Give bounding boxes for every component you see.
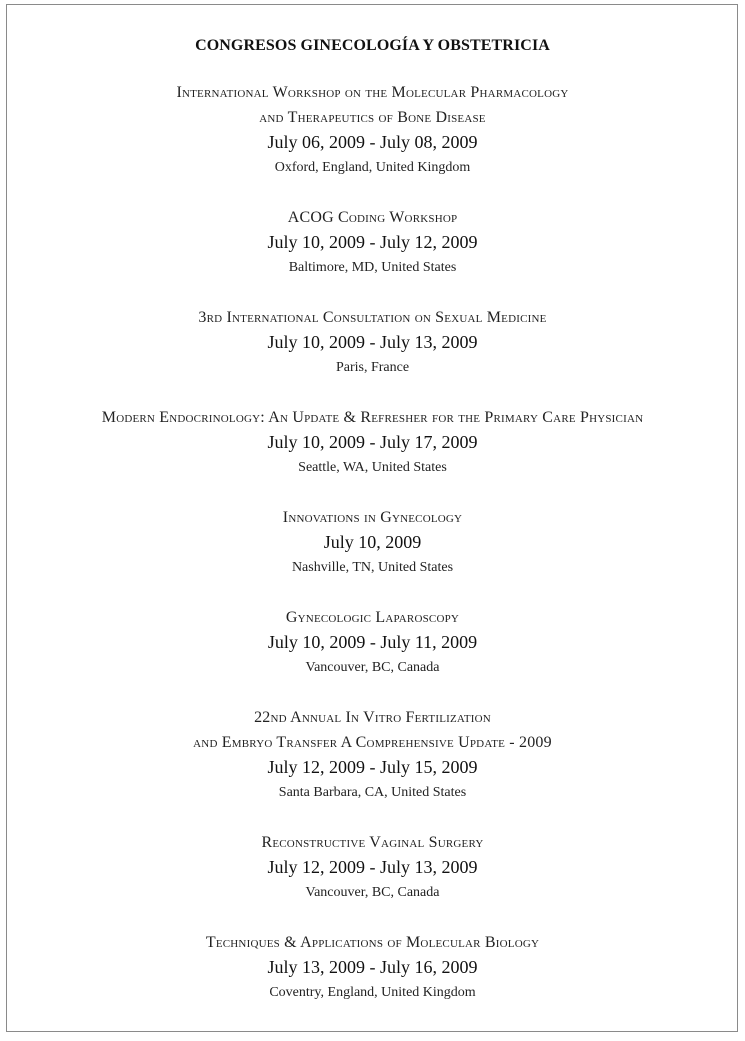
event-title: Innovations in Gynecology	[282, 509, 463, 526]
event-title: ACOG Coding Workshop	[287, 209, 458, 226]
event-dates: July 10, 2009 - July 13, 2009	[267, 332, 478, 352]
event-dates: July 10, 2009 - July 11, 2009	[267, 632, 478, 652]
event-title: Modern Endocrinology: An Update & Refresher for the Primary Care Physician	[101, 409, 644, 426]
event-title: 3rd International Consultation on Sexual Medicine	[198, 309, 547, 326]
event-item	[0, 305, 745, 381]
event-title: and Therapeutics of Bone Disease	[259, 109, 486, 126]
event-dates: July 10, 2009	[323, 532, 422, 552]
event-location: Baltimore, MD, United States	[288, 260, 457, 275]
event-title: International Workshop on the Molecular Pharmacology	[176, 84, 569, 101]
event-dates: July 10, 2009 - July 17, 2009	[267, 432, 478, 452]
event-title: 22nd Annual In Vitro Fertilization	[254, 709, 491, 726]
event-location: Nashville, TN, United States	[291, 560, 454, 575]
event-title: Gynecologic Laparoscopy	[285, 609, 460, 626]
event-dates: July 12, 2009 - July 13, 2009	[267, 857, 478, 877]
event-location: Oxford, England, United Kingdom	[274, 160, 471, 175]
event-dates: July 10, 2009 - July 12, 2009	[267, 232, 478, 252]
event-title: and Embryo Transfer A Comprehensive Update - 2009	[193, 734, 552, 751]
event-item	[0, 605, 745, 681]
event-item	[0, 930, 745, 1006]
event-dates: July 06, 2009 - July 08, 2009	[267, 132, 478, 152]
event-location: Paris, France	[335, 360, 410, 375]
event-item	[0, 505, 745, 581]
event-item	[0, 705, 745, 806]
event-title: Techniques & Applications of Molecular Biology	[205, 934, 540, 951]
event-title: Reconstructive Vaginal Surgery	[261, 834, 484, 851]
event-item	[0, 205, 745, 281]
event-location: Vancouver, BC, Canada	[305, 660, 440, 675]
event-dates: July 12, 2009 - July 15, 2009	[267, 757, 478, 777]
event-item	[0, 405, 745, 481]
event-item	[0, 830, 745, 906]
event-location: Santa Barbara, CA, United States	[278, 785, 467, 800]
event-dates: July 13, 2009 - July 16, 2009	[267, 957, 478, 977]
event-location: Seattle, WA, United States	[298, 460, 447, 475]
event-item	[0, 80, 745, 181]
event-location: Vancouver, BC, Canada	[305, 885, 440, 900]
event-location: Coventry, England, United Kingdom	[269, 985, 476, 1000]
page-title: CONGRESOS GINECOLOGÍA Y OBSTETRICIA	[195, 37, 550, 54]
